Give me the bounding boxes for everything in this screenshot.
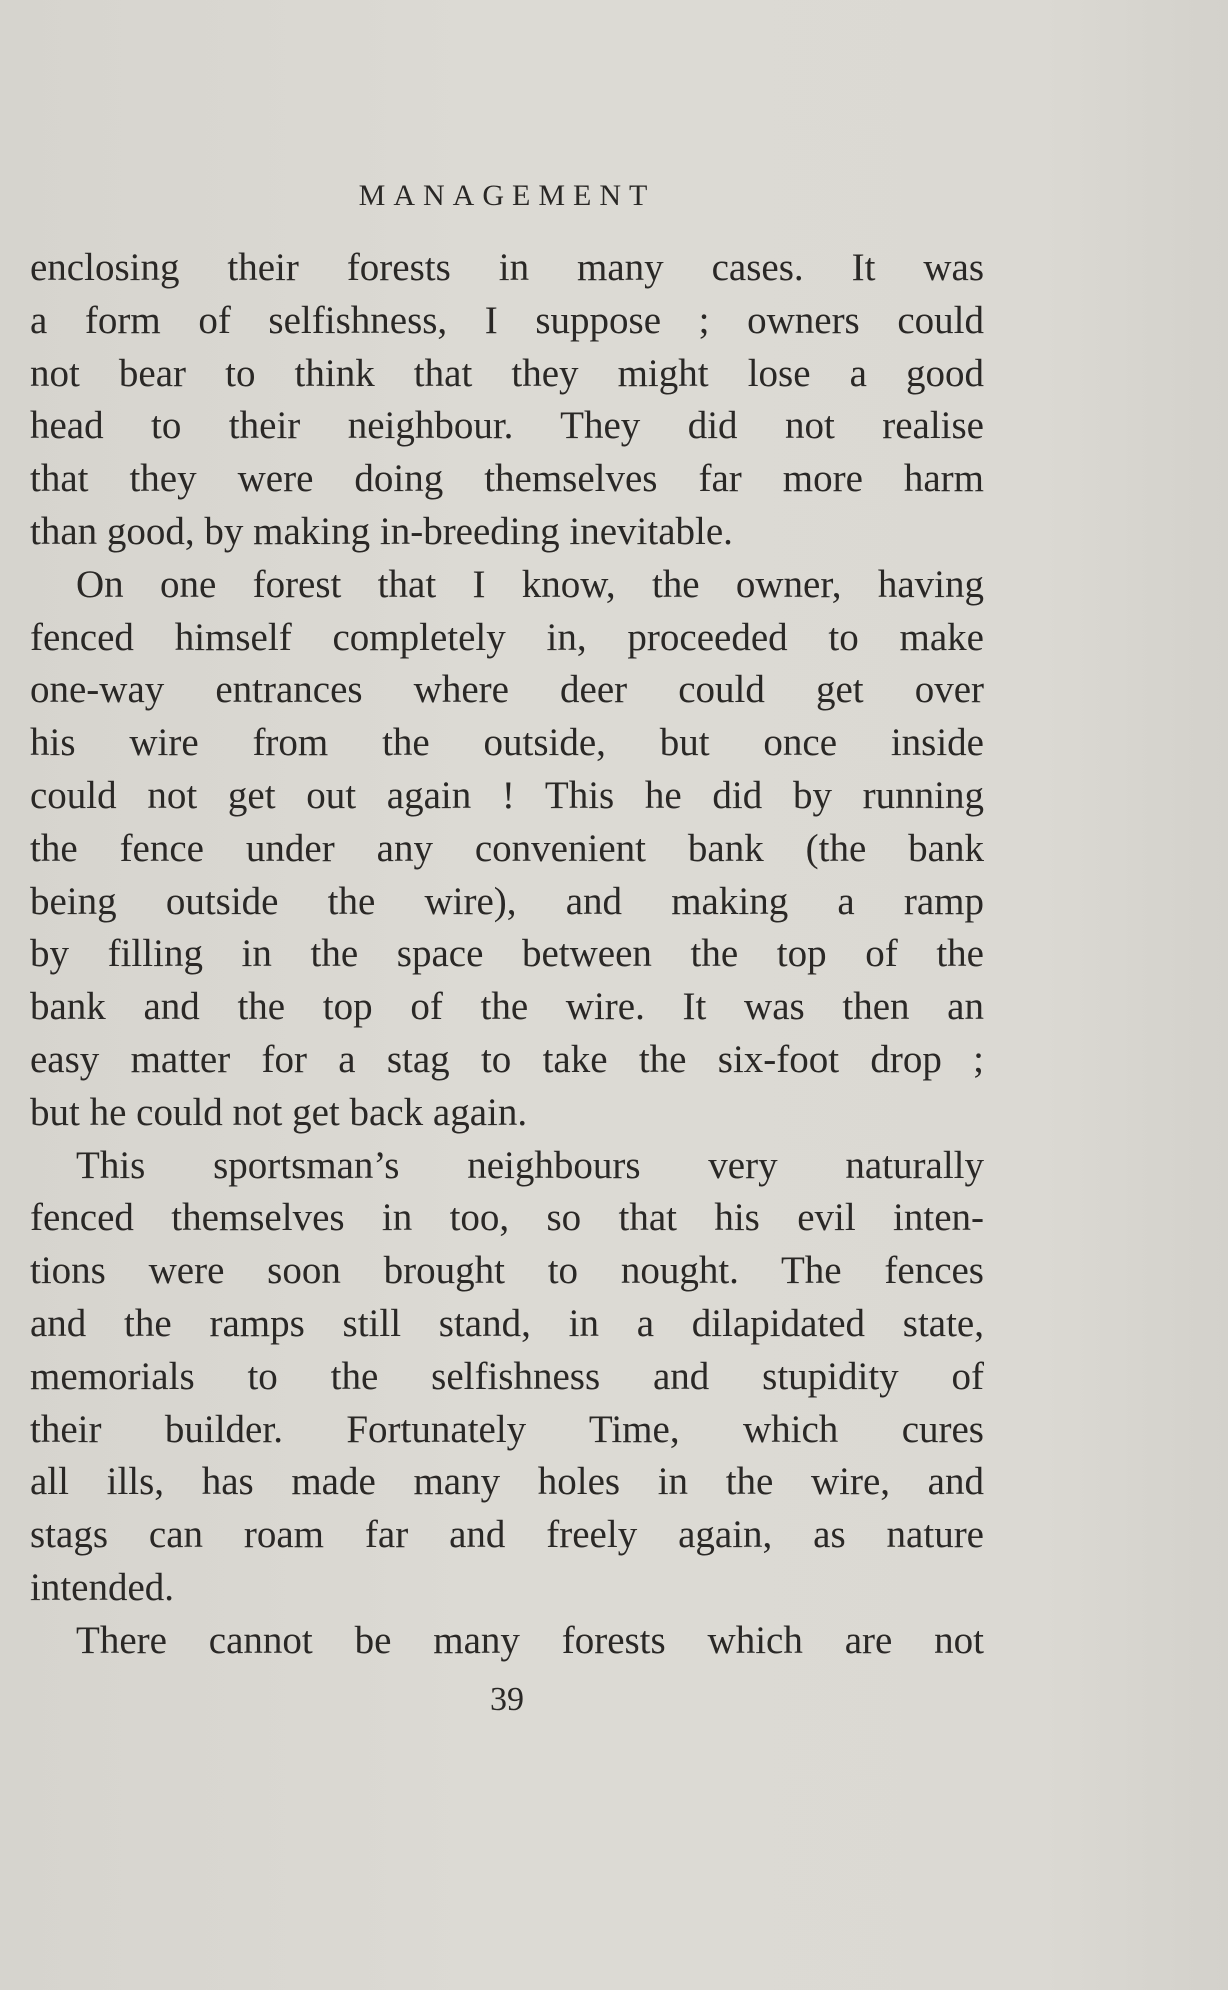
text-line: all ills, has made many holes in the wire, and xyxy=(30,1460,984,1504)
text-line: On one forest that I know, the owner, having xyxy=(76,562,984,606)
text-line: bank and the top of the wire. It was then an xyxy=(30,985,984,1029)
text-line: This sportsman’s neighbours very naturally xyxy=(76,1143,984,1187)
text-line: could not get out again ! This he did by running xyxy=(30,773,984,817)
text-line: that they were doing themselves far more harm xyxy=(30,457,984,501)
text-line: the fence under any convenient bank (the bank xyxy=(30,826,984,870)
text-line: by filling in the space between the top of the xyxy=(30,932,984,976)
text-line: intended. xyxy=(30,1565,175,1609)
page-number: 39 xyxy=(490,1681,524,1718)
text-line: memorials to the selfishness and stupidity of xyxy=(30,1354,984,1398)
text-line: fenced themselves in too, so that his evil inten- xyxy=(30,1196,984,1240)
text-line: There cannot be many forests which are not xyxy=(76,1618,984,1662)
text-line: not bear to think that they might lose a good xyxy=(30,351,984,395)
text-line: being outside the wire), and making a ramp xyxy=(30,879,984,923)
running-head: MANAGEMENT xyxy=(358,179,656,212)
text-line: but he could not get back again. xyxy=(30,1090,528,1134)
text-line: their builder. Fortunately Time, which cures xyxy=(30,1407,984,1451)
text-line: and the ramps still stand, in a dilapidated state, xyxy=(30,1301,984,1345)
text-line: a form of selfishness, I suppose ; owners could xyxy=(30,298,984,342)
body-text xyxy=(30,242,984,1668)
text-line: head to their neighbour. They did not realise xyxy=(30,404,984,448)
text-line: fenced himself completely in, proceeded to make xyxy=(30,615,984,659)
text-line: tions were soon brought to nought. The fences xyxy=(30,1249,984,1293)
text-line: one-way entrances where deer could get over xyxy=(30,668,984,712)
text-line: enclosing their forests in many cases. It was xyxy=(30,246,984,289)
text-line: than good, by making in-breeding inevitable. xyxy=(30,509,733,553)
text-line: easy matter for a stag to take the six-foot drop ; xyxy=(30,1037,984,1081)
text-line: stags can roam far and freely again, as nature xyxy=(30,1513,984,1557)
text-line: his wire from the outside, but once inside xyxy=(30,721,984,765)
